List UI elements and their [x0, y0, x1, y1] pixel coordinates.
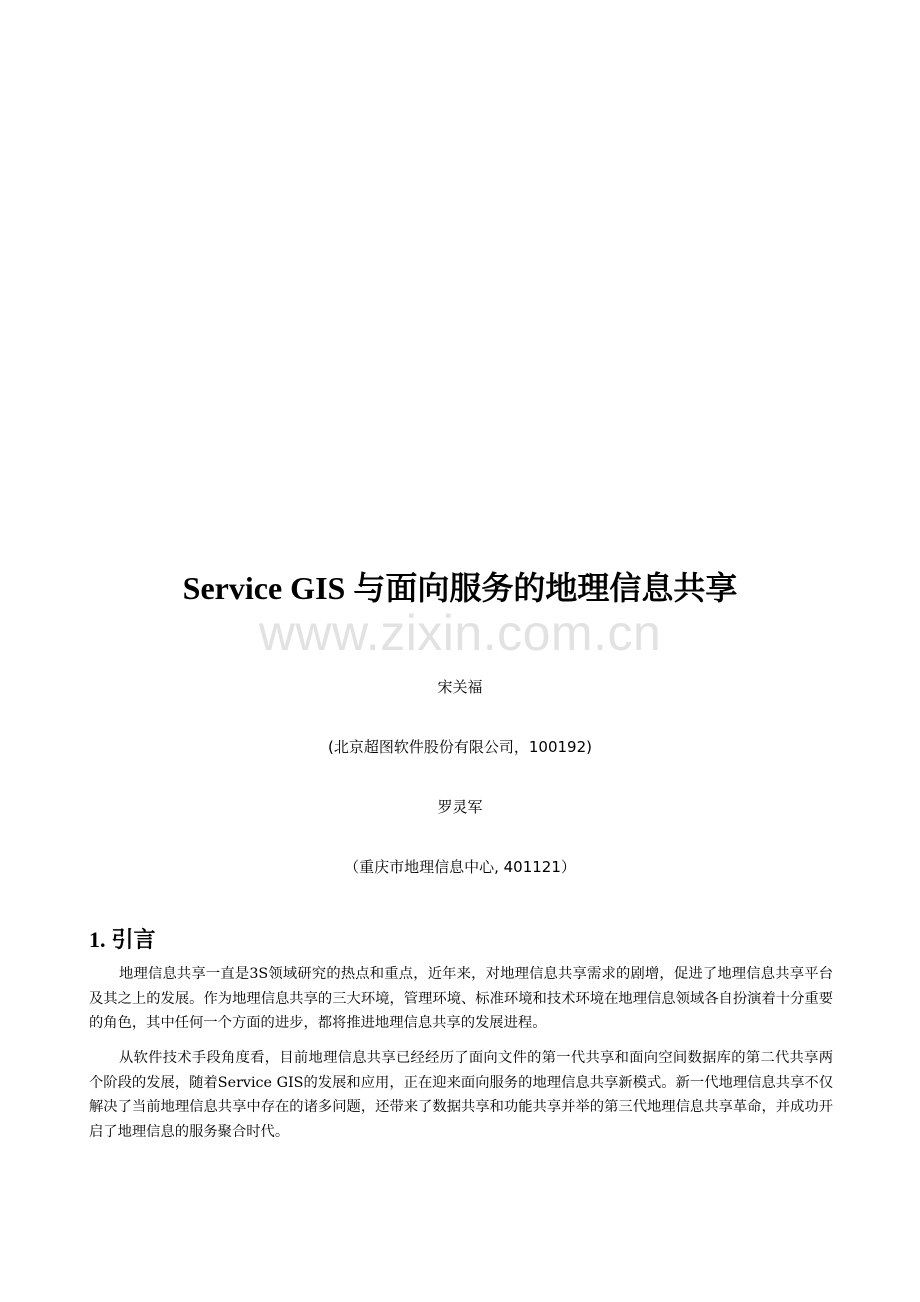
section-number: 1.: [89, 927, 106, 952]
author-name-1: 宋关福: [437, 678, 483, 696]
paper-title: Service GIS 与面向服务的地理信息共享: [182, 570, 738, 606]
author-name-2: 罗灵军: [437, 798, 483, 816]
section-title: 引言: [111, 928, 156, 953]
paragraph-2: 从软件技术手段角度看，目前地理信息共享已经经历了面向文件的第一代共享和面向空间数据库的第二代共享两个阶段的发展，随着Service GIS的发展和应用，正在迎来面向服务的地理信息共享新模式。新一代地理信息共享不仅解决了当前地理信息共享中存在的诸多问题，还带来了数据共享和功能共享并举的第三代地理信息共享革命，并成功开启了地理信息的服务聚合时代。: [89, 1050, 833, 1140]
section-heading: [89, 923, 156, 954]
author-affiliation-2: （重庆市地理信息中心, 401121）: [344, 858, 576, 876]
author-affiliation-1: (北京超图软件股份有限公司，100192): [328, 738, 592, 756]
paragraph-1: 地理信息共享一直是3S领域研究的热点和重点，近年来，对地理信息共享需求的剧增，促进了地理信息共享平台及其之上的发展。作为地理信息共享的三大环境，管理环境、标准环境和技术环境在地理信息领域各自扮演着十分重要的角色，其中任何一个方面的进步，都将推进地理信息共享的发展进程。: [89, 966, 833, 1031]
watermark: www.zixin.com.cn: [258, 605, 662, 661]
